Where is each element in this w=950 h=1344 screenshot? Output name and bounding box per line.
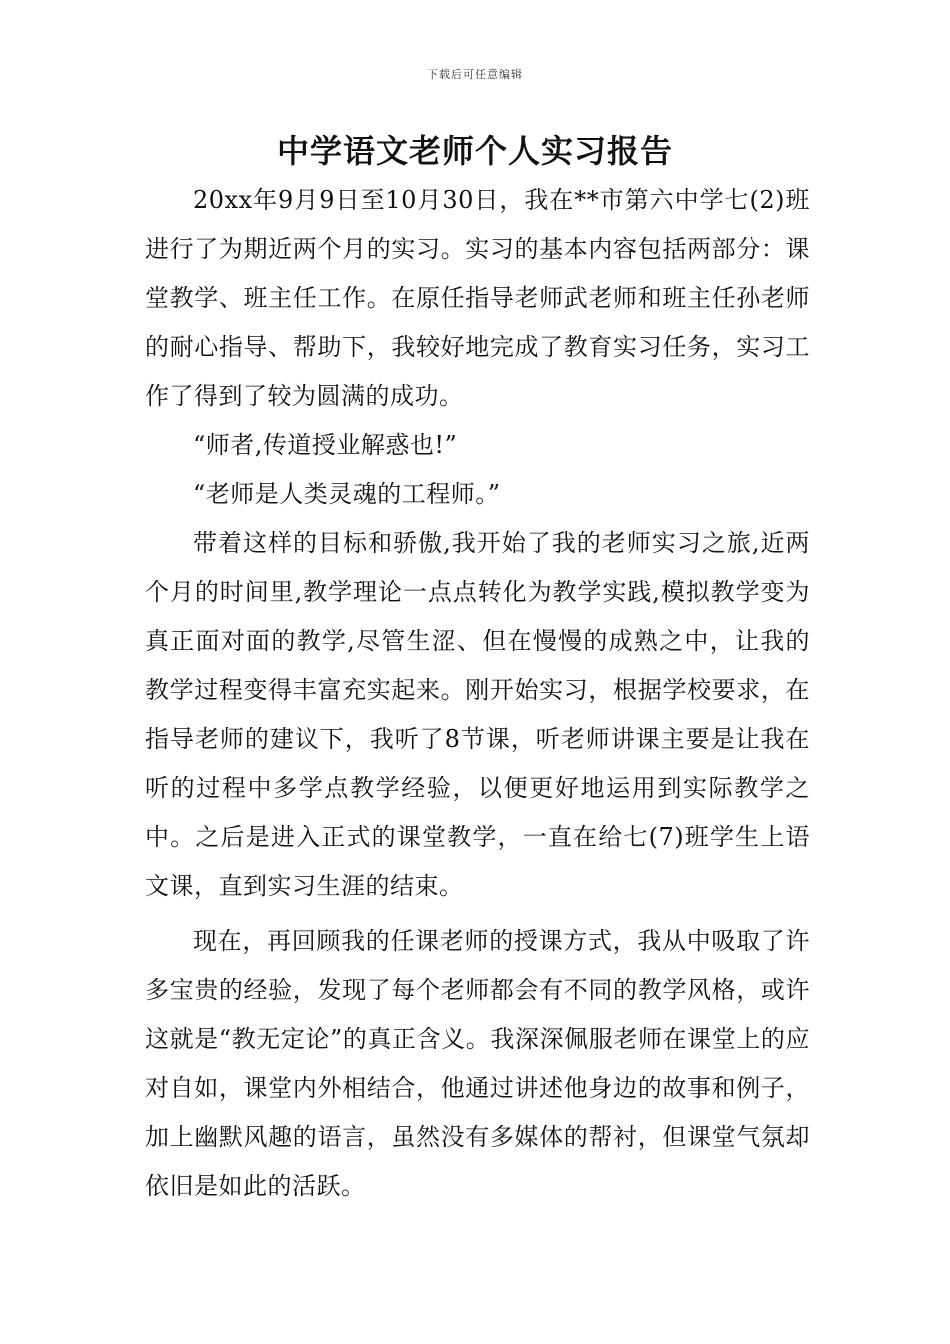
document-body: [145, 176, 810, 1211]
paragraph-quote-2: “老师是人类灵魂的工程师。”: [193, 480, 501, 508]
document-title: 中学语文老师个人实习报告: [276, 132, 673, 170]
paragraph-reflection: 现在，再回顾我的任课老师的授课方式，我从中吸取了许多宝贵的经验，发现了每个老师都会有不同的教学风格，或许这就是“教无定论”的真正含义。我深深佩服老师在课堂上的应对自如，课堂内外相结合，他通过讲述他身边的故事和例子，加上幽默风趣的语言，虽然没有多媒体的帮衬，但课堂气氛却依旧是如此的活跃。: [145, 927, 810, 1200]
paragraph-intro: 20xx年9月9日至10月30日，我在**市第六中学七(2)班进行了为期近两个月的实习。实习的基本内容包括两部分：课堂教学、班主任工作。在原任指导老师武老师和班主任孙老师的耐心指导、帮助下，我较好地完成了教育实习任务，实习工作了得到了较为圆满的成功。: [145, 186, 810, 410]
paragraph-quote-1: “师者,传道授业解惑也!”: [193, 431, 458, 459]
paragraph-journey: 带着这样的目标和骄傲,我开始了我的老师实习之旅,近两个月的时间里,教学理论一点点转化为教学实践,模拟教学变为真正面对面的教学,尽管生涩、但在慢慢的成熟之中，让我的教学过程变得丰富充实起来。刚开始实习，根据学校要求，在指导老师的建议下，我听了8节课，听老师讲课主要是让我在听的过程中多学点教学经验，以便更好地运用到实际教学之中。之后是进入正式的课堂教学，一直在给七(7)班学生上语文课，直到实习生涯的结束。: [145, 529, 810, 900]
header-note: 下载后可任意编辑: [427, 68, 523, 81]
